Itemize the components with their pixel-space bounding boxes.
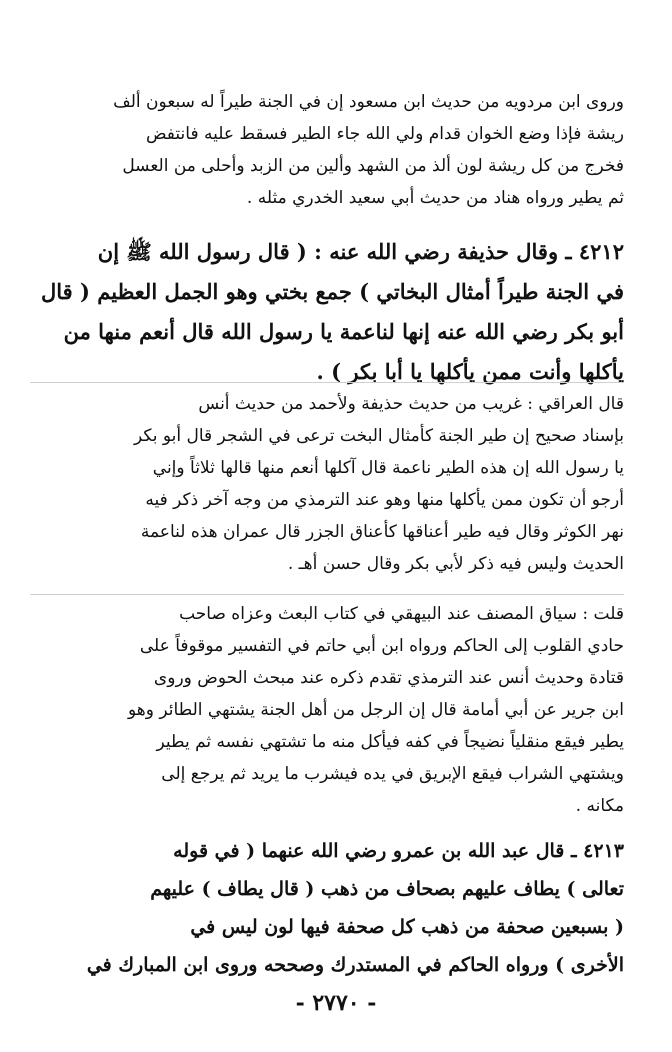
text-line: في الجنة طيراً أمثال البخاتي ) جمع بختي وهو الجمل العظيم ( قال xyxy=(41,279,624,304)
text-line: يأكلها وأنت ممن يأكلها يا أبا بكر ) . xyxy=(316,359,624,384)
text-line: الأخرى ) ورواه الحاكم في المستدرك وصححه وروى ابن المبارك في xyxy=(86,954,624,976)
text-line: يا رسول الله إن هذه الطير ناعمة قال آكلها أنعم منها قالها ثلاثاً وإني xyxy=(152,458,624,478)
text-line: الحديث وليس فيه ذكر لأبي بكر وقال حسن أهـ . xyxy=(287,554,624,574)
text-line: حادي القلوب إلى الحاكم ورواه ابن أبي حاتم في التفسير موقوفاً على xyxy=(139,636,624,656)
text-line: ( بسبعين صحفة من ذهب كل صحفة فيها لون ليس في xyxy=(190,916,624,938)
text-line: ريشة فإذا وضع الخوان قدام ولي الله جاء الطير فسقط عليه فانتفض xyxy=(145,124,624,144)
text-line: أرجو أن تكون ممن يأكلها منها وهو عند الترمذي من وجه آخر ذكر فيه xyxy=(145,490,624,510)
iraqi-note xyxy=(30,388,624,580)
text-line: أبو بكر رضي الله عنه إنها لناعمة يا رسول الله قال أنعم منها من xyxy=(63,319,624,344)
text-line: قال العراقي : غريب من حديث حذيفة ولأحمد من حديث أنس xyxy=(198,394,624,414)
hadith-4212 xyxy=(30,232,624,392)
section-divider xyxy=(30,382,624,383)
text-line: قلت : سياق المصنف عند البيهقي في كتاب البعث وعزاه صاحب xyxy=(179,604,624,624)
qultu-note xyxy=(30,598,624,822)
page-number: - ٢٧٧٠ - xyxy=(295,990,377,1016)
text-line: ثم يطير ورواه هناد من حديث أبي سعيد الخدري مثله . xyxy=(246,188,624,208)
text-line: مكانه . xyxy=(575,796,624,816)
hadith-4213 xyxy=(30,832,624,984)
text-line: ابن جرير عن أبي أمامة قال إن الرجل من أهل الجنة يشتهي الطائر وهو xyxy=(128,700,624,720)
text-line: فخرج من كل ريشة لون ألذ من الشهد وألين من الزبد وأحلى من العسل xyxy=(122,156,624,176)
text-line: بإسناد صحيح إن طير الجنة كأمثال البخت ترعى في الشجر قال أبو بكر xyxy=(133,426,624,446)
text-line: قتادة وحديث أنس عند الترمذي تقدم ذكره عند مبحث الحوض وروى xyxy=(153,668,624,688)
text-line: ويشتهي الشراب فيقع الإبريق في يده فيشرب ما يريد ثم يرجع إلى xyxy=(161,764,624,784)
section-divider xyxy=(30,594,624,595)
text-line: يطير فيقع منقلياً نضيجاً في كفه فيأكل منه ما تشتهي نفسه ثم يطير xyxy=(156,732,624,752)
text-line: ٤٢١٣ ـ قال عبد الله بن عمرو رضي الله عنهما ( في قوله xyxy=(173,840,624,862)
text-line: وروى ابن مردويه من حديث ابن مسعود إن في الجنة طيراً له سبعون ألف xyxy=(113,92,624,112)
text-line: نهر الكوثر وقال فيه طير أعناقها كأعناق الجزر قال عمران هذه لناعمة xyxy=(140,522,624,542)
text-line: ٤٢١٢ ـ وقال حذيفة رضي الله عنه : ( قال رسول الله ﷺ إن xyxy=(97,239,624,264)
paragraph-intro xyxy=(30,86,624,214)
text-line: تعالى ) يطاف عليهم بصحاف من ذهب ( قال يطاف ) عليهم xyxy=(150,878,624,900)
